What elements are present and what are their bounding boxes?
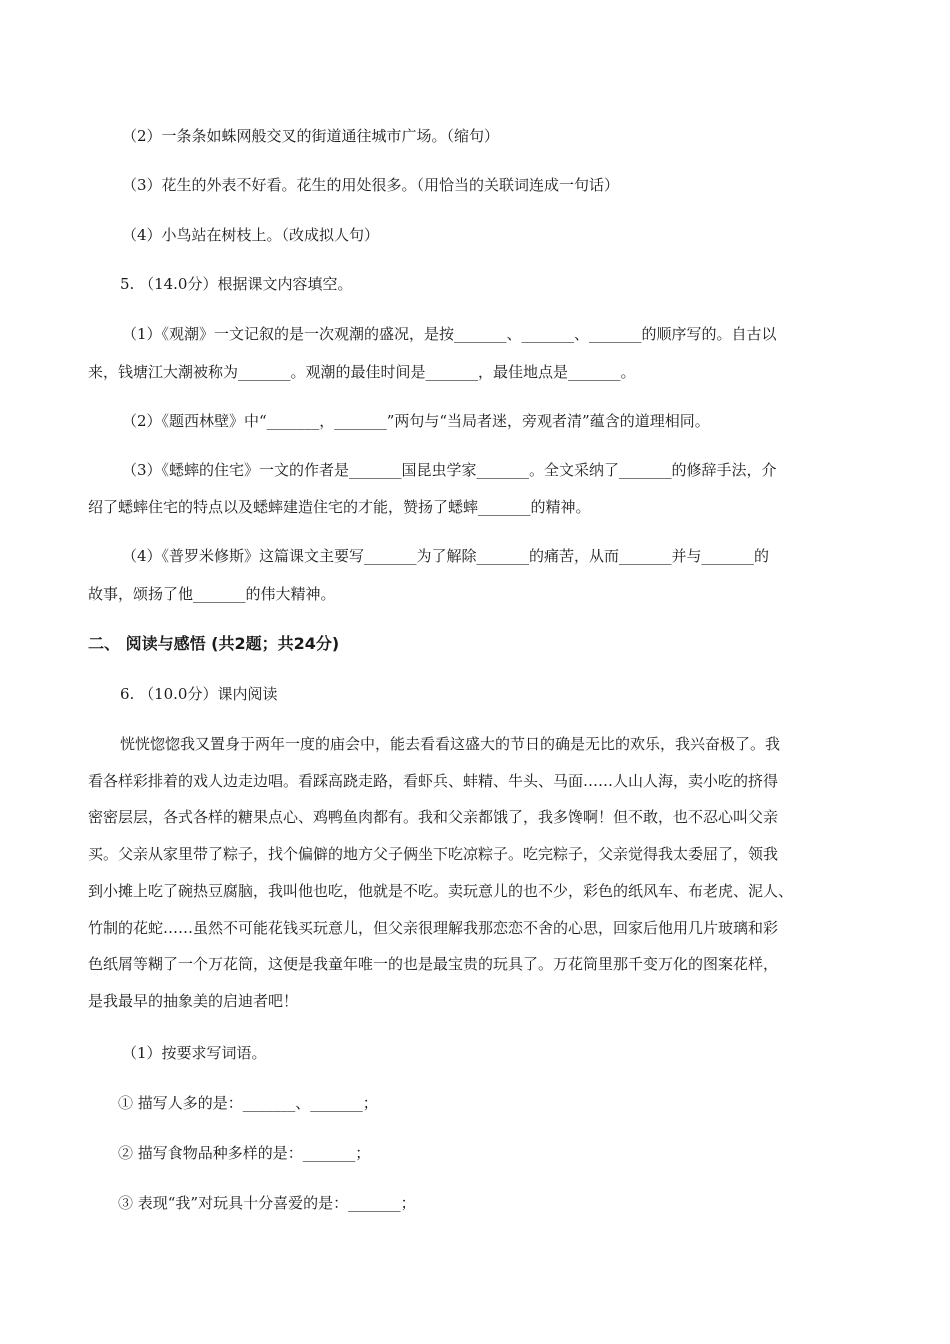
q4-item-3: （3）花生的外表不好看。花生的用处很多。（用恰当的关联词连成一句话） [122, 176, 620, 194]
q5-item-2-line1: （2）《题西林壁》中“_______，_______”两句与“当局者迷，旁观者清”蕴含的道理相同。 [122, 412, 710, 430]
section-heading-part2: 二、 阅读与感悟 (共2题；共24分) [88, 634, 340, 653]
passage-line: 到小摊上吃了碗热豆腐脑，我叫他也吃，他就是不吃。卖玩意儿的也不少，彩色的纸风车、布老虎、泥人、 [88, 882, 794, 900]
q5-item-4-line1: （4）《普罗米修斯》这篇课文主要写_______为了解除_______的痛苦，从而_______并与_______的 [122, 547, 770, 565]
q5-item-4-line2: 故事，颂扬了他_______的伟大精神。 [88, 585, 336, 603]
q4-item-4: （4）小鸟站在树枝上。（改成拟人句） [122, 226, 380, 244]
q4-item-2: （2）一条条如蛛网般交叉的街道通往城市广场。（缩句） [122, 127, 500, 145]
q5-item-1-line1: （1）《观潮》一文记叙的是一次观潮的盛况，是按_______、_______、_______的顺序写的。自古以 [122, 325, 777, 343]
passage-line: 色纸屑等糊了一个万花筒，这便是我童年唯一的也是最宝贵的玩具了。万花筒里那千变万化的图案花样， [88, 955, 779, 973]
passage-line: 看各样彩排着的戏人边走边唱。看踩高跷走路，看虾兵、蚌精、牛头、马面……人山人海，卖小吃的挤得 [88, 772, 779, 790]
passage-line: 恍恍惚惚我又置身于两年一度的庙会中，能去看看这盛大的节日的确是无比的欢乐，我兴奋极了。我 [120, 735, 781, 753]
q5-title: 5. （14.0分）根据课文内容填空。 [120, 275, 353, 293]
q5-item-3-line1: （3）《蟋蟀的住宅》一文的作者是_______国昆虫学家_______。全文采纳了_______的修辞手法，介 [122, 461, 777, 479]
q6-sub1-item-3: ③ 表现“我”对玩具十分喜爱的是：_______； [118, 1194, 416, 1212]
q6-sub1-title: （1）按要求写词语。 [122, 1044, 267, 1062]
q6-title: 6. （10.0分）课内阅读 [120, 685, 278, 703]
q6-sub1-item-2: ② 描写食物品种多样的是：_______； [118, 1144, 371, 1162]
passage-line: 竹制的花蛇……虽然不可能花钱买玩意儿，但父亲很理解我那恋恋不舍的心思，回家后他用几片玻璃和彩 [88, 919, 779, 937]
passage-line: 买。父亲从家里带了粽子，找个偏僻的地方父子俩坐下吃凉粽子。吃完粽子，父亲觉得我太委屈了，领我 [88, 845, 779, 863]
passage-line: 密密层层，各式各样的糖果点心、鸡鸭鱼肉都有。我和父亲都饿了，我多馋啊！但不敢，也不忍心叫父亲 [88, 808, 779, 826]
q5-item-1-line2: 来，钱塘江大潮被称为_______。观潮的最佳时间是_______，最佳地点是_______。 [88, 363, 636, 381]
q6-sub1-item-1: ① 描写人多的是：_______、_______； [118, 1094, 378, 1112]
q5-item-3-line2: 绍了蟋蟀住宅的特点以及蟋蟀建造住宅的才能，赞扬了蟋蟀_______的精神。 [88, 498, 591, 516]
passage-line: 是我最早的抽象美的启迪者吧！ [88, 992, 299, 1010]
